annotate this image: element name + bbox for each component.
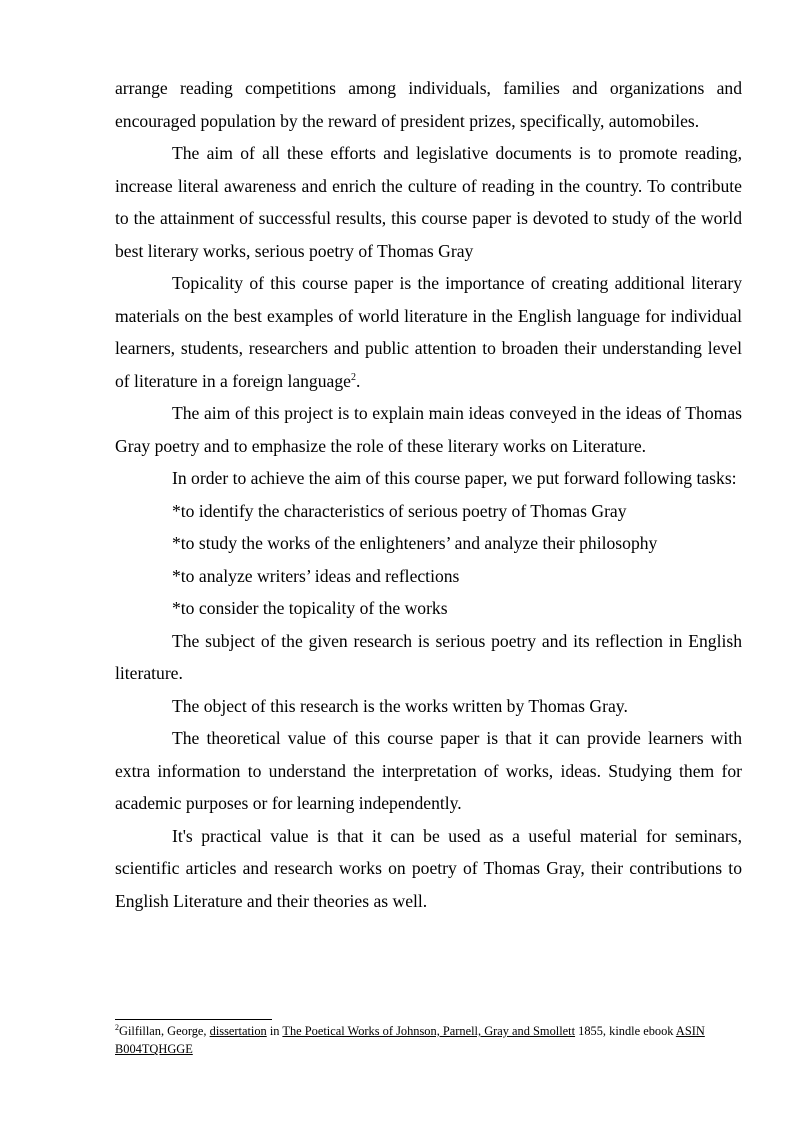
paragraph-5: In order to achieve the aim of this course paper, we put forward following tasks: bbox=[172, 468, 737, 488]
paragraph-2: The aim of all these efforts and legislative documents is to promote reading, increase literal awareness and enrich the culture of reading in the country. To contribute to the attainment of successful results, this course paper is devoted to study of the world best literary works, serious poetry of Thomas Gray bbox=[115, 143, 742, 261]
book-title-link[interactable]: The Poetical Works of Johnson, Parnell, Gray and Smollett bbox=[282, 1024, 576, 1038]
paragraph-7: The object of this research is the works written by Thomas Gray. bbox=[172, 695, 628, 716]
paragraph-1: arrange reading competitions among individuals, families and organizations and encouraged population by the reward of president prizes, specifically, automobiles. bbox=[115, 78, 742, 131]
paragraph-9: It's practical value is that it can be used as a useful material for seminars, scientific articles and research works on poetry of Thomas Gray, their contributions to English Literature and their theories as well. bbox=[115, 825, 742, 911]
footnote bbox=[115, 1022, 742, 1058]
body-text bbox=[115, 72, 742, 917]
task-item: *to study the works of the enlighteners’ and analyze their philosophy bbox=[172, 533, 658, 553]
paragraph-3 bbox=[115, 267, 742, 397]
paragraph-4: The aim of this project is to explain main ideas conveyed in the ideas of Thomas Gray poetry and to emphasize the role of these literary works on Literature. bbox=[115, 403, 742, 456]
task-item: *to identify the characteristics of serious poetry of Thomas Gray bbox=[172, 500, 627, 521]
task-item: *to analyze writers’ ideas and reflections bbox=[172, 565, 460, 586]
footnote-in: in bbox=[266, 1024, 283, 1038]
footnote-author: Gilfillan, George, bbox=[119, 1024, 210, 1038]
task-item: *to consider the topicality of the works bbox=[172, 598, 448, 618]
paragraph-8: The theoretical value of this course paper is that it can provide learners with extra information to understand the interpretation of works, ideas. Studying them for academic purposes or for learning independently. bbox=[115, 728, 742, 813]
paragraph-3-end: . bbox=[355, 370, 361, 391]
asin-link[interactable]: ASIN bbox=[675, 1024, 705, 1038]
paragraph-3-text: Topicality of this course paper is the importance of creating additional literary materials on the best examples of world literature in the English language for individual learners, students, researchers and public attention to broaden their understanding level of literature in a foreign language bbox=[115, 273, 742, 391]
asin-code-link[interactable]: B004TQHGGE bbox=[115, 1042, 193, 1056]
paragraph-6: The subject of the given research is serious poetry and its reflection in English literature. bbox=[115, 630, 742, 683]
footnote-mark: 2 bbox=[115, 1022, 119, 1032]
dissertation-link[interactable]: dissertation bbox=[209, 1024, 267, 1038]
footnote-divider bbox=[115, 1019, 272, 1020]
footnote-reference: 2 bbox=[350, 371, 356, 383]
footnote-tail: 1855, kindle ebook bbox=[575, 1024, 676, 1038]
